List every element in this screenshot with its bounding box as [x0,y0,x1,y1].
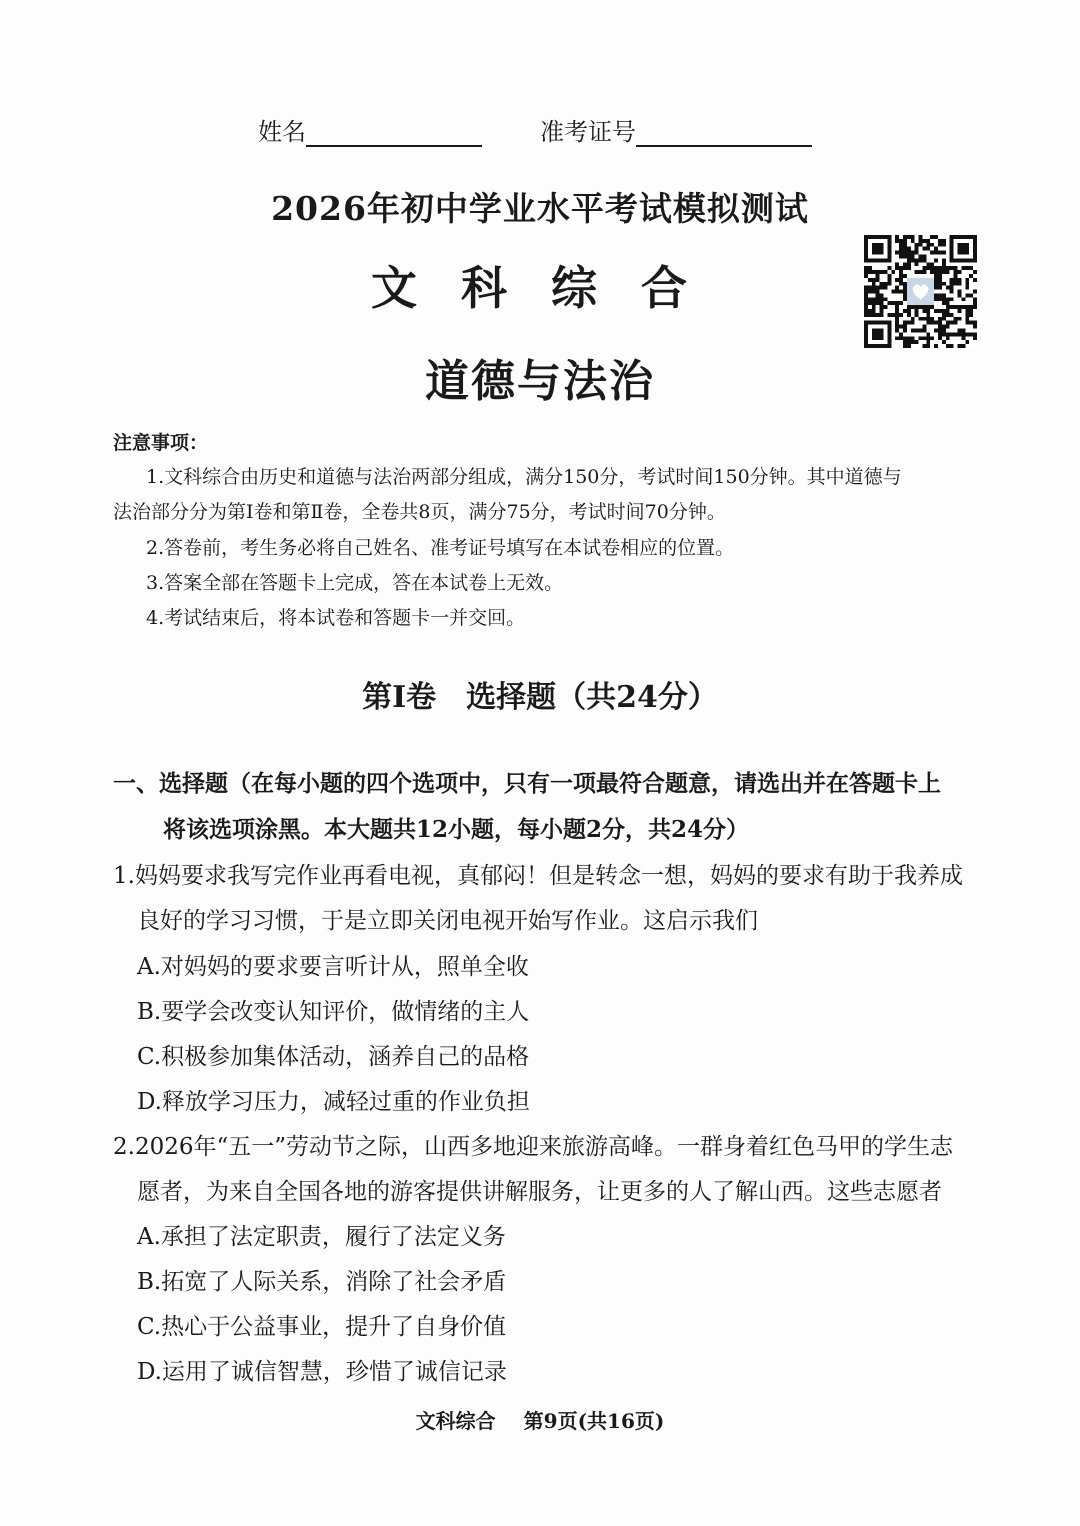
sub-subject-title: 道德与法治 [425,356,655,407]
question-1-option-c: C.积极参加集体活动，涵养自己的品格 [137,1044,530,1070]
name-blank [306,121,482,147]
section-title: 第Ⅰ卷 选择题（共24分） [362,680,718,715]
footer-page-number: 第9页(共16页) [523,1409,665,1433]
question-1-stem-line-2: 良好的学习习惯，于是立即关闭电视开始写作业。这启示我们 [137,908,758,934]
footer-subject: 文科综合 [415,1409,496,1433]
question-2-option-d: D.运用了诚信智慧，珍惜了诚信记录 [137,1359,507,1385]
question-1-stem-line-1: 1.妈妈要求我写完作业再看电视，真郁闷！但是转念一想，妈妈的要求有助于我养成 [113,863,963,889]
name-label: 姓名 [258,118,306,146]
qr-code-icon [864,235,977,348]
question-1-option-b: B.要学会改变认知评价，做情绪的主人 [137,999,530,1025]
question-1-option-a: A.对妈妈的要求要言听计从，照单全收 [137,954,529,980]
id-blank [636,121,812,147]
notice-line-1: 1.文科综合由历史和道德与法治两部分组成，满分150分，考试时间150分钟。其中道德与 [146,466,902,488]
question-2-option-b: B.拓宽了人际关系，消除了社会矛盾 [137,1269,507,1295]
notice-line-2: 法治部分分为第Ⅰ卷和第Ⅱ卷，全卷共8页，满分75分，考试时间70分钟。 [113,501,726,523]
subject-title: 文科综合 [371,261,731,315]
notice-line-5: 4.考试结束后，将本试卷和答题卡一并交回。 [146,607,526,629]
question-2-stem-line-2: 愿者，为来自全国各地的游客提供讲解服务，让更多的人了解山西。这些志愿者 [137,1179,942,1205]
notice-line-3: 2.答卷前，考生务必将自己姓名、准考证号填写在本试卷相应的位置。 [146,537,735,559]
question-2-option-a: A.承担了法定职责，履行了法定义务 [137,1224,506,1250]
notice-line-4: 3.答案全部在答题卡上完成，答在本试卷上无效。 [146,572,564,594]
question-1-option-d: D.释放学习压力，减轻过重的作业负担 [137,1089,530,1115]
page-footer [0,1405,1080,1434]
candidate-info-line [258,112,812,147]
question-2-stem-line-1: 2.2026年“五一”劳动节之际，山西多地迎来旅游高峰。一群身着红色马甲的学生志 [113,1134,953,1160]
exam-title: 2026年初中学业水平考试模拟测试 [271,189,809,228]
question-2-option-c: C.热心于公益事业，提升了自身价值 [137,1314,507,1340]
notice-title: 注意事项： [113,432,209,454]
part-heading-line-2: 将该选项涂黑。本大题共12小题，每小题2分，共24分） [163,816,750,843]
part-heading-line-1: 一、选择题（在每小题的四个选项中，只有一项最符合题意，请选出并在答题卡上 [113,770,941,797]
id-label: 准考证号 [540,118,636,146]
